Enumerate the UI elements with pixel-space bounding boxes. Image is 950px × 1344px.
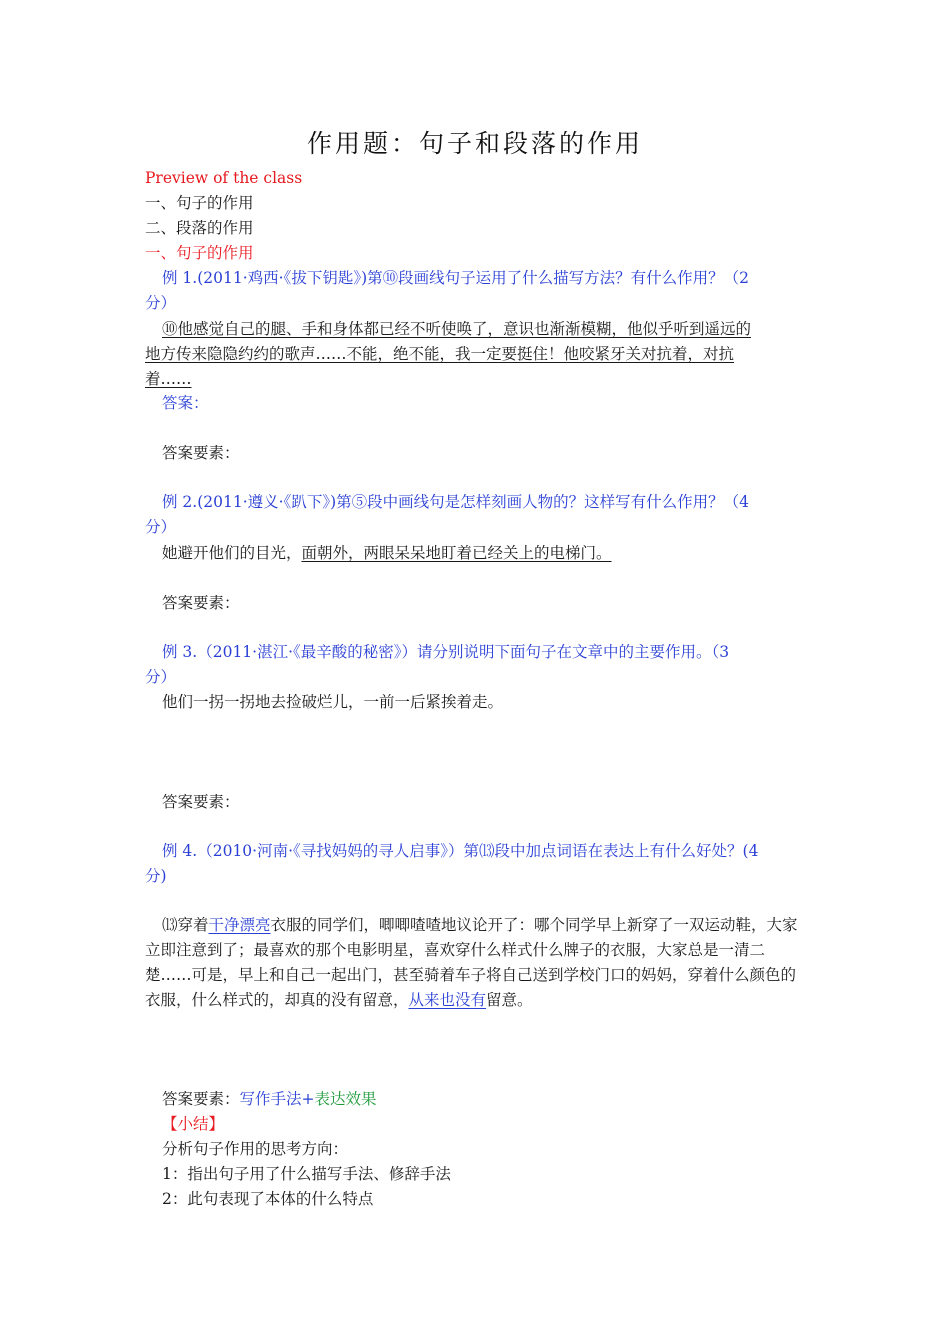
ex2-sentence-plain: 她避开他们的目光，: [162, 544, 302, 562]
ex1-answer-points: 答案要素：: [162, 444, 240, 462]
section-heading-sentences: 一、句子的作用: [145, 244, 254, 262]
ex3-sentence: 他们一拐一拐地去捡破烂儿，一前一后紧挨着走。: [162, 693, 504, 711]
ex4-question: 例 4.（2010·河南·《寻找妈妈的寻人启事》）第⒀段中加点词语在表达上有什么好处？(4: [162, 842, 759, 860]
preview-item-2: 二、段落的作用: [145, 219, 254, 237]
ex1-passage-line2: 地方传来隐隐约约的歌声……不能，绝不能，我一定要挺住！他咬紧牙关对抗着，对抗: [145, 345, 735, 363]
ex4-passage-end: 留意。: [486, 991, 533, 1009]
ex2-sentence: [162, 541, 612, 565]
preview-heading: Preview of the class: [145, 169, 303, 187]
summary-heading: 【小结】: [162, 1115, 225, 1133]
ex4-answer-technique: 写作手法: [239, 1090, 302, 1108]
summary-point-1: 1：指出句子用了什么描写手法、修辞手法: [162, 1165, 451, 1183]
ex2-sentence-underlined: 面朝外，两眼呆呆地盯着已经关上的电梯门。: [301, 544, 612, 562]
summary-point-2: 2：此句表现了本体的什么特点: [162, 1190, 374, 1208]
ex4-answer-label: 答案要素：: [162, 1090, 240, 1108]
ex2-question: 例 2.(2011·遵义·《趴下》)第⑤段中画线句是怎样刻画人物的？这样写有什么作用？（4: [162, 493, 749, 511]
ex3-answer-points: 答案要素：: [162, 793, 240, 811]
ex4-passage: [145, 913, 805, 1013]
ex1-passage-line1: ⑩他感觉自己的腿、手和身体都已经不听使唤了，意识也渐渐模糊，他似乎听到遥远的: [162, 320, 752, 338]
ex1-passage-line3: 着……: [145, 370, 192, 388]
page-title: 作用题：句子和段落的作用: [306, 129, 643, 158]
ex4-marked-word-2: 从来也没有: [408, 991, 487, 1009]
ex4-question-cont: 分): [145, 867, 167, 885]
ex1-question: 例 1.(2011·鸡西·《拔下钥匙》)第⑩段画线句子运用了什么描写方法？有什么作用？（2: [162, 269, 749, 287]
ex4-answer-plus: +: [301, 1090, 315, 1108]
summary-intro: 分析句子作用的思考方向：: [162, 1140, 349, 1158]
ex3-question: 例 3.（2011·湛江·《最辛酸的秘密》）请分别说明下面句子在文章中的主要作用。（3: [162, 643, 730, 661]
ex4-marked-word-1: 干净漂亮: [208, 916, 271, 934]
ex1-question-cont: 分）: [145, 294, 177, 312]
ex2-answer-points: 答案要素：: [162, 594, 240, 612]
ex2-question-cont: 分）: [145, 518, 177, 536]
ex1-answer-label: 答案：: [162, 394, 209, 412]
ex4-answer-effect: 表达效果: [314, 1090, 377, 1108]
preview-item-1: 一、句子的作用: [145, 194, 254, 212]
ex4-passage-start: ⒀穿着: [162, 916, 209, 934]
ex3-question-cont: 分）: [145, 668, 177, 686]
ex4-answer-points: [162, 1087, 377, 1111]
ex4-passage-middle: 衣服的同学们，唧唧喳喳地议论开了：哪个同学早上新穿了一双运动鞋，大家立即注意到了；最喜欢的那个电影明星，喜欢穿什么样式什么牌子的衣服，大家总是一清二楚……可是，早上和自己一起出门，甚至骑着车子将自己送到学校门口的妈妈，穿着什么颜色的衣服，什么样式的，却真的没有留意，: [145, 916, 798, 1009]
